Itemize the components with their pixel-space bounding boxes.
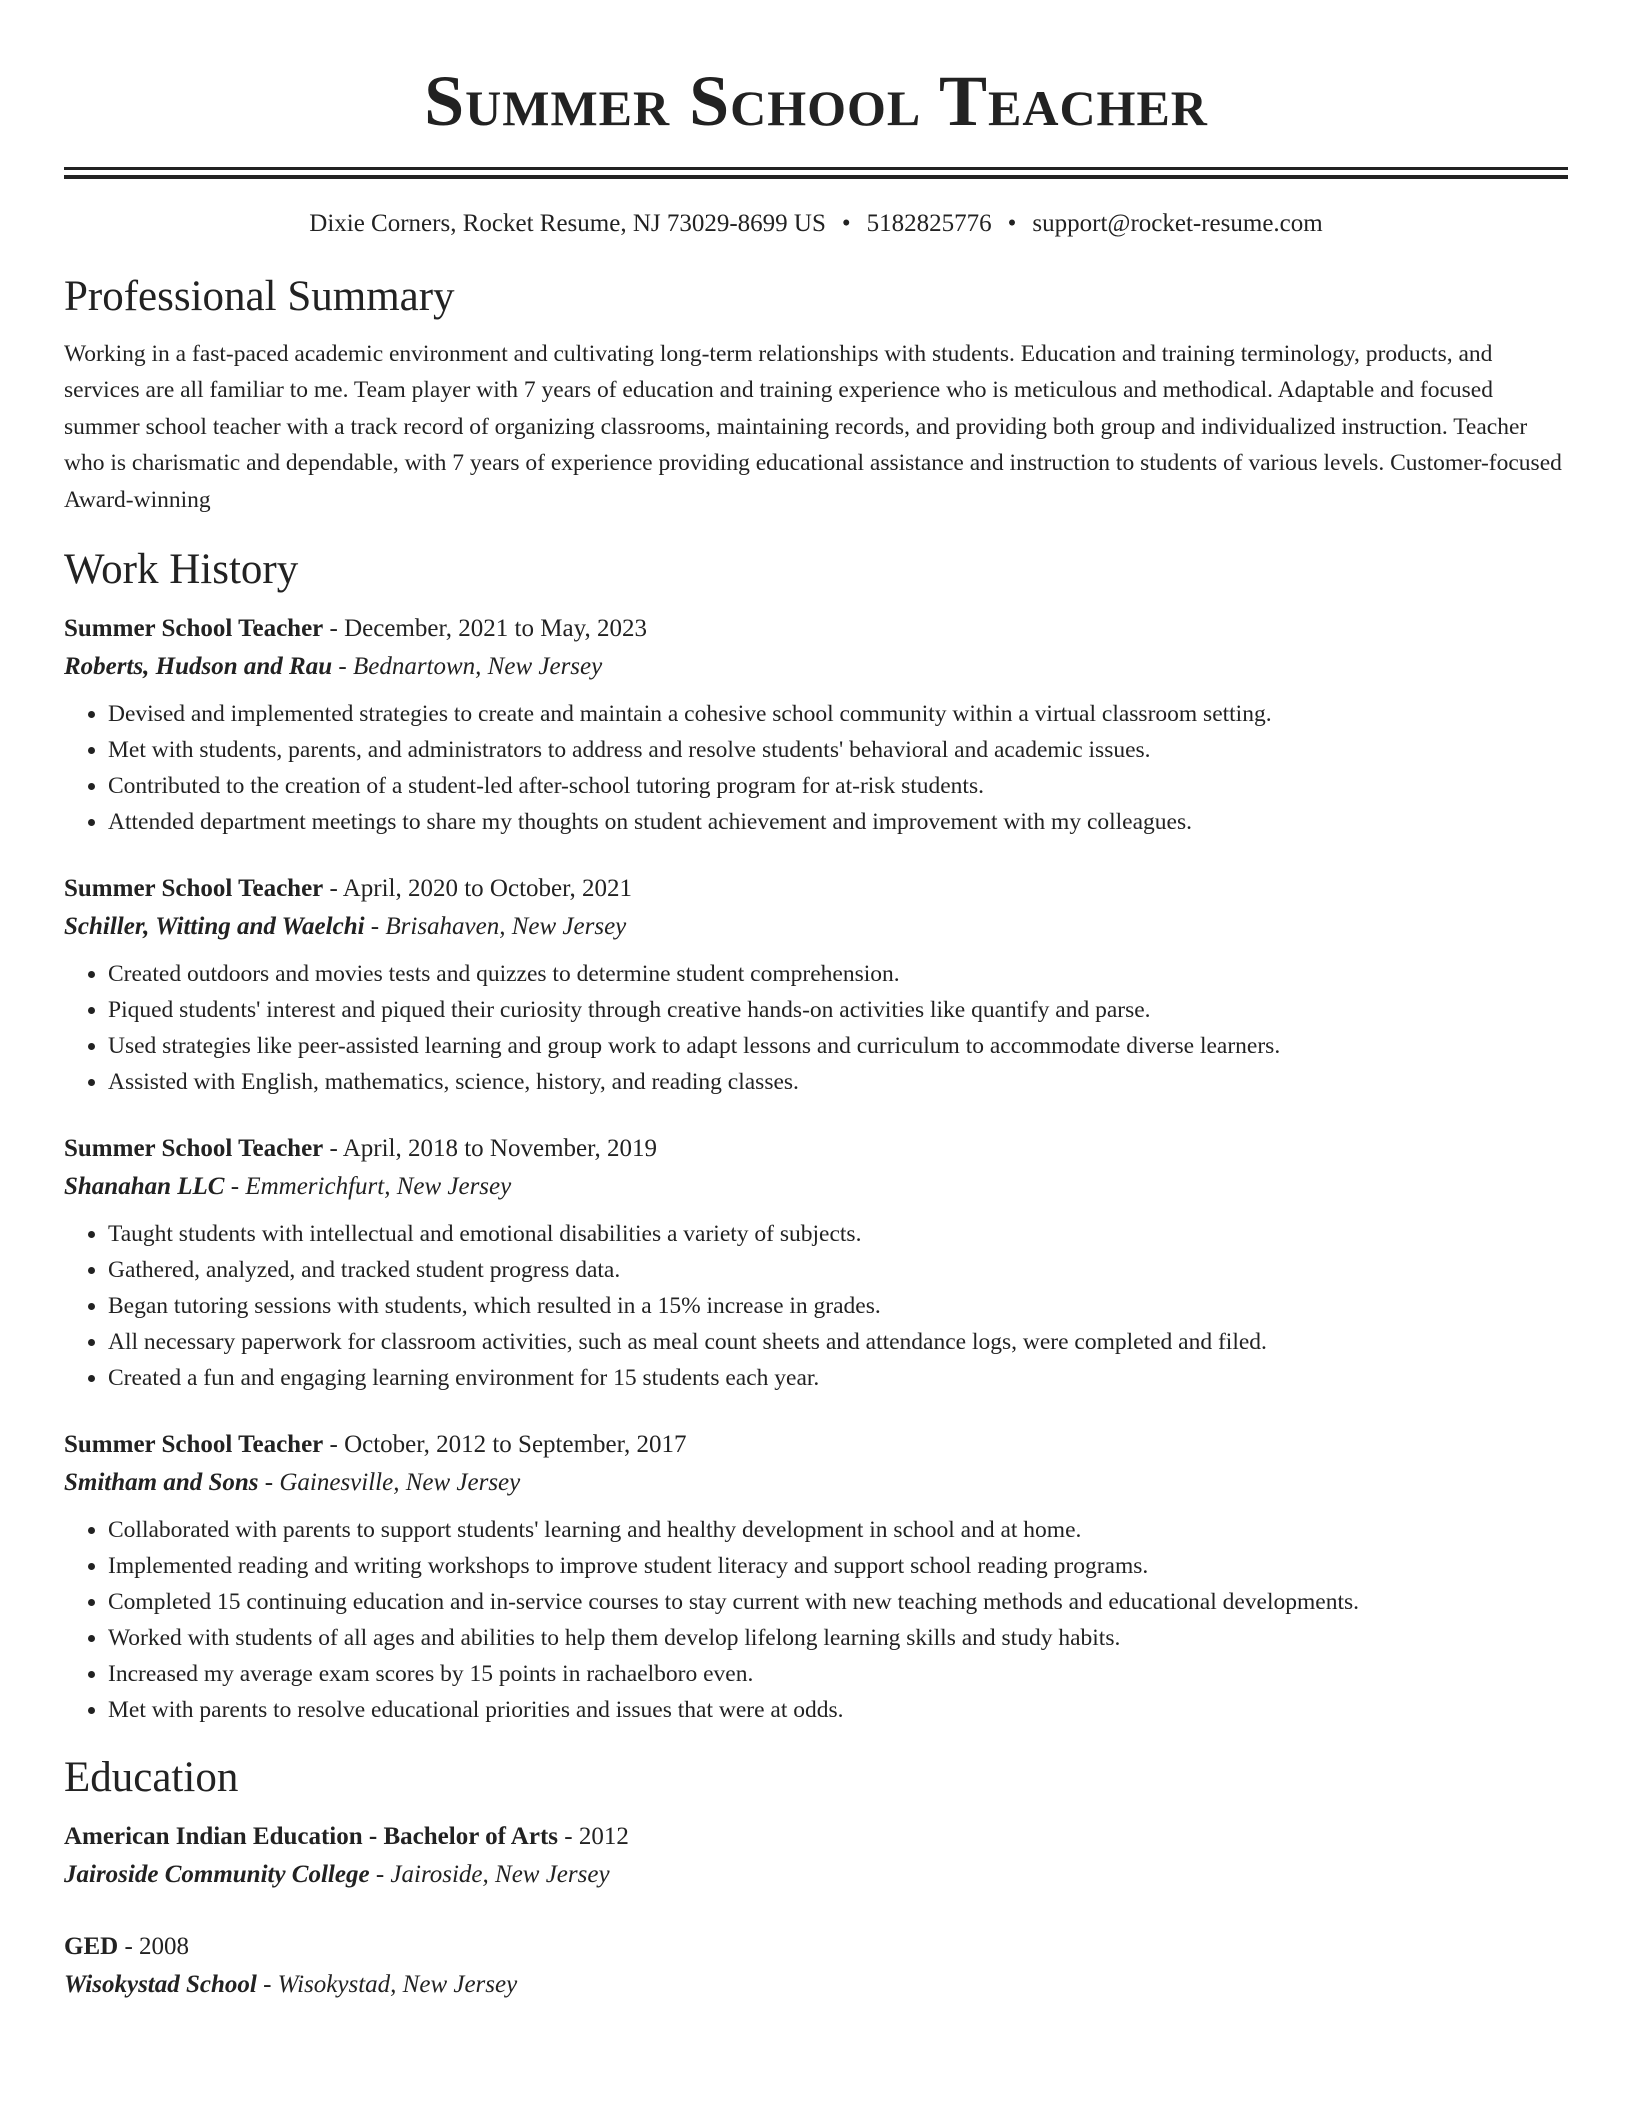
- job-title: Summer School Teacher: [64, 1135, 324, 1163]
- job-title-line: [64, 610, 1568, 648]
- job-bullet: • Implemented reading and writing workshops to improve student literacy and support school reading programs.: [108, 1548, 1568, 1584]
- title-double-rule: [64, 167, 1568, 179]
- job-bullets: [64, 956, 1568, 1100]
- job-bullet: • Created outdoors and movies tests and quizzes to determine student comprehension.: [108, 956, 1568, 992]
- work-history-heading: Work History: [64, 546, 299, 594]
- job-bullet: • Taught students with intellectual and emotional disabilities a variety of subjects.: [108, 1216, 1568, 1252]
- job-dates: - October, 2012 to September, 2017: [323, 1431, 687, 1459]
- education-degree: American Indian Education - Bachelor of Arts: [64, 1823, 558, 1851]
- job-bullet: • Piqued students' interest and piqued their curiosity through creative hands-on activities like quantify and parse.: [108, 992, 1568, 1028]
- job-bullets: [64, 696, 1568, 840]
- contact-address: Dixie Corners, Rocket Resume, NJ 73029-8699 US: [309, 210, 826, 237]
- job-dates: - April, 2018 to November, 2019: [323, 1135, 657, 1163]
- job-bullet: • Completed 15 continuing education and in-service courses to stay current with new teaching methods and educational developments.: [108, 1584, 1568, 1620]
- contact-phone: 5182825776: [866, 210, 992, 237]
- job-location: - Emmerichfurt, New Jersey: [224, 1173, 512, 1201]
- contact-separator: •: [1007, 210, 1017, 237]
- education-school-line: [64, 1966, 1568, 2004]
- job-entry: [64, 870, 1568, 1100]
- education-degree-line: [64, 1928, 1568, 1966]
- education-heading: Education: [64, 1754, 239, 1802]
- contact-separator: •: [841, 210, 851, 237]
- job-bullet: • Assisted with English, mathematics, science, history, and reading classes.: [108, 1064, 1568, 1100]
- job-company-line: [64, 1464, 1568, 1502]
- job-entry: [64, 1130, 1568, 1396]
- job-title-line: [64, 1426, 1568, 1464]
- job-bullet: • All necessary paperwork for classroom activities, such as meal count sheets and attendance logs, were completed and filed.: [108, 1324, 1568, 1360]
- job-bullet: • Began tutoring sessions with students, which resulted in a 15% increase in grades.: [108, 1288, 1568, 1324]
- job-bullet: • Gathered, analyzed, and tracked student progress data.: [108, 1252, 1568, 1288]
- job-bullet: • Used strategies like peer-assisted learning and group work to adapt lessons and curriculum to accommodate diverse learners.: [108, 1028, 1568, 1064]
- job-dates: - December, 2021 to May, 2023: [323, 615, 647, 643]
- job-company-line: [64, 1168, 1568, 1206]
- job-company-line: [64, 908, 1568, 946]
- job-title: Summer School Teacher: [64, 1431, 324, 1459]
- job-company-line: [64, 648, 1568, 686]
- job-bullet: • Met with parents to resolve educational priorities and issues that were at odds.: [108, 1692, 1568, 1728]
- job-company: Schiller, Witting and Waelchi: [64, 913, 365, 941]
- job-bullet: • Contributed to the creation of a student-led after-school tutoring program for at-risk students.: [108, 768, 1568, 804]
- education-entry: [64, 1928, 1568, 2004]
- education-location: - Jairoside, New Jersey: [369, 1861, 610, 1889]
- job-dates: - April, 2020 to October, 2021: [323, 875, 632, 903]
- job-location: - Gainesville, New Jersey: [258, 1469, 521, 1497]
- job-title: Summer School Teacher: [64, 875, 324, 903]
- education-location: - Wisokystad, New Jersey: [256, 1971, 518, 1999]
- job-bullet: • Created a fun and engaging learning environment for 15 students each year.: [108, 1360, 1568, 1396]
- job-location: - Brisahaven, New Jersey: [364, 913, 627, 941]
- job-title-line: [64, 1130, 1568, 1168]
- education-year: - 2008: [118, 1933, 190, 1961]
- job-bullet: • Worked with students of all ages and abilities to help them develop lifelong learning skills and study habits.: [108, 1620, 1568, 1656]
- job-bullet: • Increased my average exam scores by 15 points in rachaelboro even.: [108, 1656, 1568, 1692]
- job-bullet: • Devised and implemented strategies to create and maintain a cohesive school community within a virtual classroom setting.: [108, 696, 1568, 732]
- education-degree-line: [64, 1818, 1568, 1856]
- job-bullet: • Attended department meetings to share my thoughts on student achievement and improvement with my colleagues.: [108, 804, 1568, 840]
- job-title-line: [64, 870, 1568, 908]
- summary-text: Working in a fast-paced academic environment and cultivating long-term relationships with students. Education and training terminology, products, and services are all familiar to me. Team player with 7 years of education and training experience who is meticulous and methodical. Adaptable and focused summer school teacher with a track record of organizing classrooms, maintaining records, and providing both group and individualized instruction. Teacher who is charismatic and dependable, with 7 years of experience providing educational assistance and instruction to students of various levels. Customer-focused Award-winning: [64, 341, 1562, 513]
- contact-line: [64, 207, 1568, 241]
- education-school: Jairoside Community College: [64, 1861, 370, 1889]
- job-company: Shanahan LLC: [64, 1173, 225, 1201]
- job-location: - Bednartown, New Jersey: [332, 653, 603, 681]
- job-entry: [64, 610, 1568, 840]
- resume-title: Summer School Teacher: [424, 61, 1208, 141]
- education-degree: GED: [64, 1933, 119, 1961]
- job-bullets: [64, 1512, 1568, 1728]
- job-bullets: [64, 1216, 1568, 1396]
- contact-email: support@rocket-resume.com: [1032, 210, 1323, 237]
- job-bullet: • Met with students, parents, and administrators to address and resolve students' behavioral and academic issues.: [108, 732, 1568, 768]
- job-entry: [64, 1426, 1568, 1728]
- job-bullet: • Collaborated with parents to support students' learning and healthy development in school and at home.: [108, 1512, 1568, 1548]
- education-school-line: [64, 1856, 1568, 1894]
- job-company: Roberts, Hudson and Rau: [64, 653, 333, 681]
- education-entry: [64, 1818, 1568, 1894]
- job-company: Smitham and Sons: [64, 1469, 259, 1497]
- education-year: - 2012: [558, 1823, 629, 1851]
- summary-heading: Professional Summary: [64, 273, 455, 320]
- job-title: Summer School Teacher: [64, 615, 324, 643]
- education-school: Wisokystad School: [64, 1971, 257, 1999]
